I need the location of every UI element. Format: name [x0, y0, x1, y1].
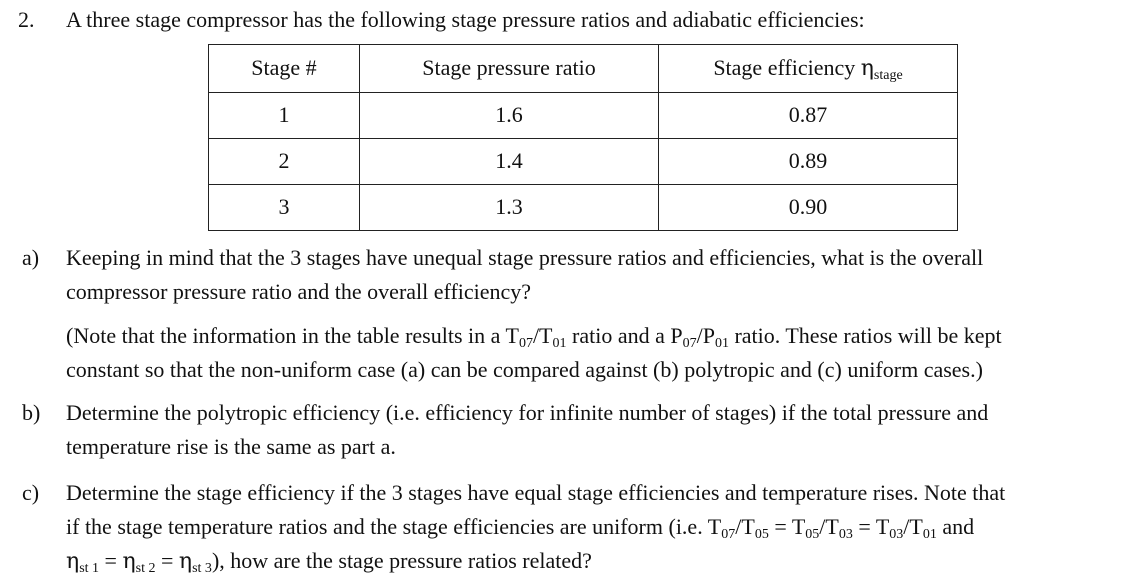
c-subscript: 05: [805, 527, 820, 542]
note-subscript: 07: [518, 336, 533, 351]
part-c-label: c): [22, 480, 40, 505]
note-text: /T: [532, 323, 553, 348]
table-row: [209, 93, 958, 139]
header-efficiency: [659, 45, 958, 93]
note-subscript: 01: [714, 336, 729, 351]
cell-ratio: 1.4: [360, 139, 659, 185]
eta-symbol: η: [860, 55, 874, 81]
part-b-label: b): [22, 400, 41, 425]
eta-subscript: stage: [873, 67, 903, 83]
header-stage: Stage #: [209, 45, 360, 93]
header-ratio: Stage pressure ratio: [360, 45, 659, 93]
part-c-line3: [66, 547, 592, 577]
c-text: if the stage temperature ratios and the stage efficiencies are uniform (i.e. T: [66, 514, 722, 539]
part-c-line1: Determine the stage efficiency if the 3 stages have equal stage efficiencies and temperature rises. Note that: [66, 480, 1006, 505]
c-text: /T: [819, 514, 839, 539]
cell-stage: 3: [209, 185, 360, 231]
c-subscript: 03: [889, 527, 904, 542]
cell-stage: 1: [209, 93, 360, 139]
note-text: (Note that the information in the table results in a T: [66, 323, 519, 348]
eta-subscript: st 1: [79, 561, 100, 576]
cell-efficiency: 0.87: [659, 93, 958, 139]
note-subscript: 01: [552, 336, 567, 351]
cell-stage: 2: [209, 139, 360, 185]
cell-ratio: 1.3: [360, 185, 659, 231]
cell-efficiency: 0.89: [659, 139, 958, 185]
cell-efficiency: 0.90: [659, 185, 958, 231]
eta-subscript: st 3: [192, 561, 212, 576]
equals-sign: =: [155, 548, 179, 573]
c-text: and: [936, 514, 975, 539]
c-text: /T: [903, 514, 923, 539]
table-header-row: [209, 45, 958, 93]
stage-table: [208, 44, 958, 231]
c-subscript: 05: [754, 527, 769, 542]
eta-symbol: η: [122, 549, 136, 574]
table-row: [209, 185, 958, 231]
c-subscript: 07: [721, 527, 736, 542]
part-a-line2: compressor pressure ratio and the overall efficiency?: [66, 279, 532, 304]
part-b-line1: Determine the polytropic efficiency (i.e. efficiency for infinite number of stages) if the total pressure and: [66, 400, 989, 425]
part-b-line2: temperature rise is the same as part a.: [66, 434, 396, 459]
table-row: [209, 139, 958, 185]
part-a-line1: Keeping in mind that the 3 stages have unequal stage pressure ratios and efficiencies, what is the overall: [66, 245, 984, 270]
equals-sign: =: [99, 548, 123, 573]
part-c-line2: [66, 513, 974, 542]
eta-symbol: η: [178, 549, 193, 574]
header-efficiency-text: Stage efficiency: [713, 54, 861, 80]
c-text: = T: [768, 514, 806, 539]
c-subscript: 03: [838, 527, 853, 542]
c-text: ), how are the stage pressure ratios related?: [211, 548, 592, 573]
part-a-label: a): [22, 245, 40, 270]
c-subscript: 01: [922, 527, 937, 542]
part-a-note-line2: constant so that the non-uniform case (a) can be compared against (b) polytropic and (c) uniform cases.): [66, 357, 983, 382]
note-subscript: 07: [682, 336, 697, 351]
eta-symbol: η: [66, 549, 80, 574]
eta-subscript: st 2: [135, 561, 156, 576]
note-text: /P: [696, 323, 715, 348]
cell-ratio: 1.6: [360, 93, 659, 139]
c-text: = T: [852, 514, 890, 539]
c-text: /T: [735, 514, 755, 539]
part-a-note-line1: [66, 322, 1002, 351]
problem-intro: A three stage compressor has the following stage pressure ratios and adiabatic efficiencies:: [66, 7, 865, 32]
note-text: ratio and a P: [566, 323, 683, 348]
note-text: ratio. These ratios will be kept: [728, 323, 1002, 348]
problem-number: 2.: [18, 7, 35, 32]
